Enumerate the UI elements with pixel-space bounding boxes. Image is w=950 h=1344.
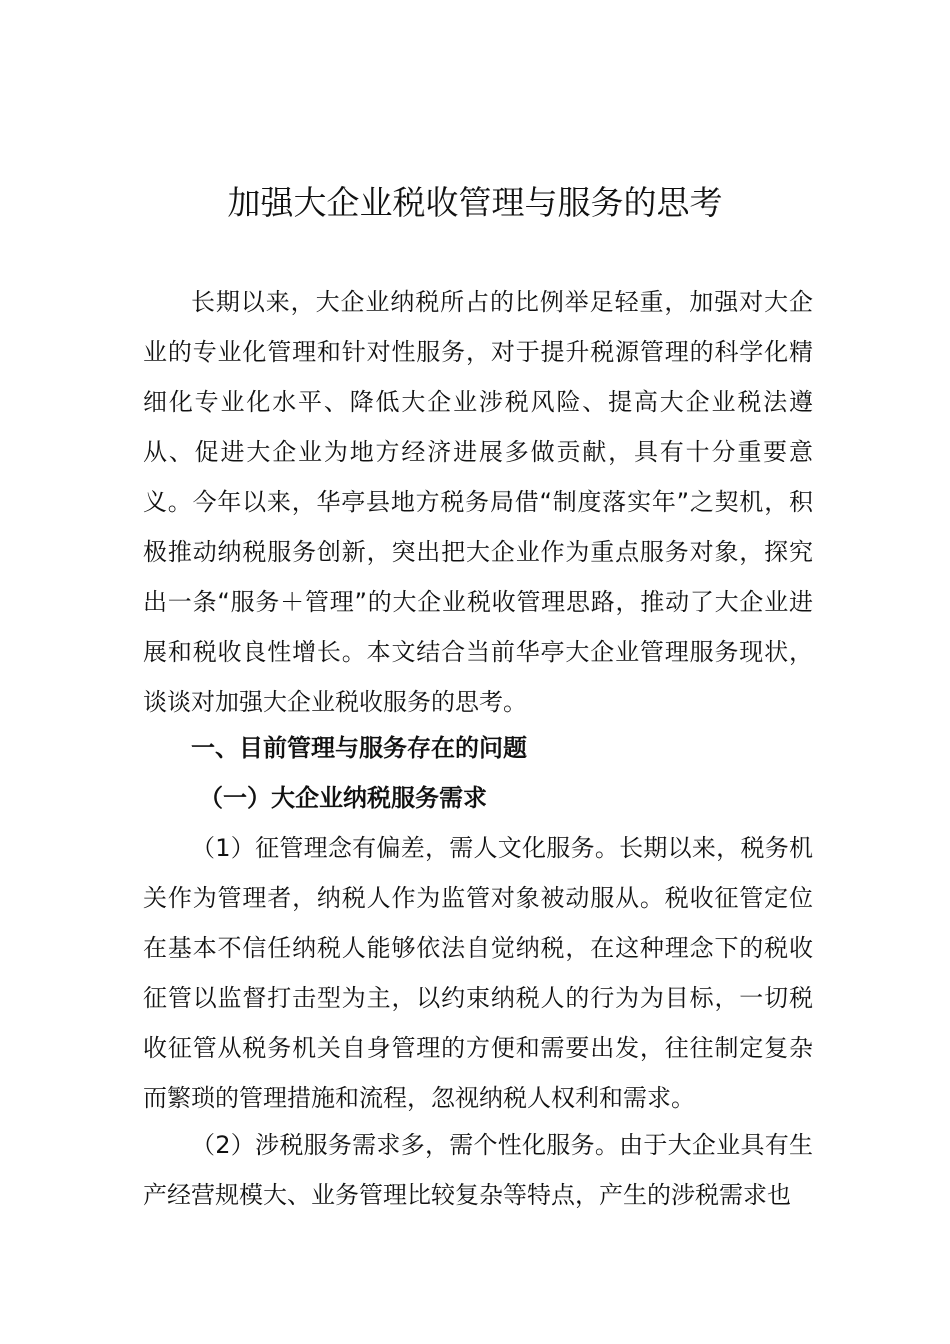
subsection-heading: （一）大企业纳税服务需求: [199, 784, 487, 812]
paragraph-point-1: （1）征管理念有偏差，需人文化服务。长期以来，税务机关作为管理者，纳税人作为监管对象被动服从。税收征管定位在基本不信任纳税人能够依法自觉纳税，在这种理念下的税收征管以监督打击型为主，以约束纳税人的行为为目标，一切税收征管从税务机关自身管理的方便和需要出发，往往制定复杂而繁琐的管理措施和流程，忽视纳税人权利和需求。: [143, 834, 813, 1112]
paragraph-point-2: （2）涉税服务需求多，需个性化服务。由于大企业具有生产经营规模大、业务管理比较复杂等特点，产生的涉税需求也: [143, 1131, 813, 1209]
document-title: 加强大企业税收管理与服务的思考: [227, 183, 723, 222]
paragraph-intro: 长期以来，大企业纳税所占的比例举足轻重，加强对大企业的专业化管理和针对性服务，对于提升税源管理的科学化精细化专业化水平、降低大企业涉税风险、提高大企业税法遵从、促进大企业为地方经济进展多做贡献，具有十分重要意义。今年以来，华亭县地方税务局借“制度落实年”之契机，积极推动纳税服务创新，突出把大企业作为重点服务对象，探究出一条“服务＋管理”的大企业税收管理思路，推动了大企业进展和税收良性增长。本文结合当前华亭大企业管理服务现状，谈谈对加强大企业税收服务的思考。: [143, 288, 813, 716]
section-heading: 一、目前管理与服务存在的问题: [191, 734, 527, 762]
